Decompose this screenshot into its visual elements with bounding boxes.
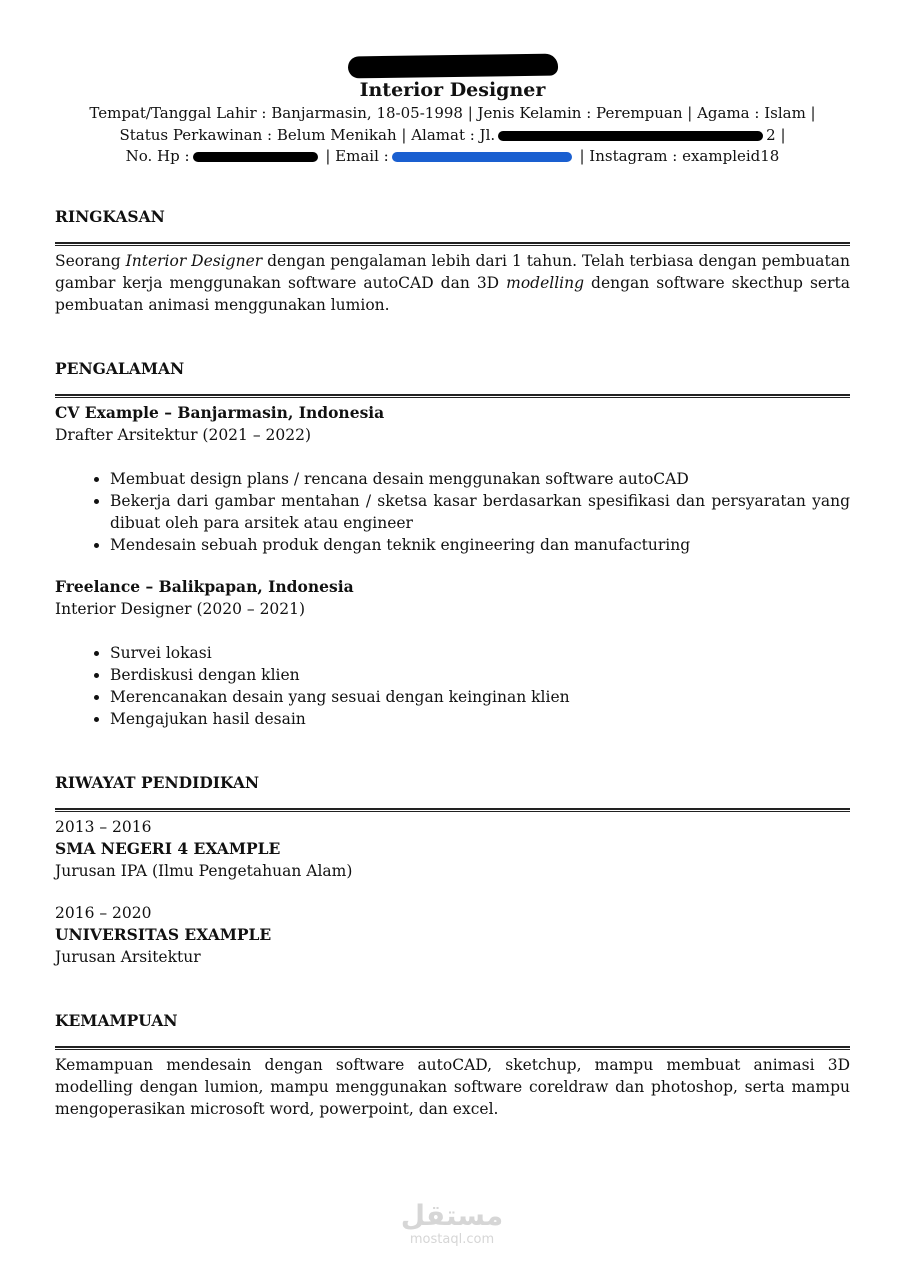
education-school: SMA NEGERI 4 EXAMPLE [55, 838, 281, 858]
job-heading: CV Example – Banjarmasin, Indonesia [55, 402, 385, 422]
list-item: • Merencanakan desain yang sesuai dengan keinginan klien [110, 686, 850, 708]
education-years: 2016 – 2020 [55, 903, 152, 922]
summary-text-emphasis: Interior Designer [125, 251, 263, 270]
watermark-latin: mostaql.com [409, 1232, 495, 1247]
summary-text [55, 250, 850, 316]
summary-text-emphasis: modelling [506, 273, 585, 292]
education-major: Jurusan Arsitektur [55, 947, 201, 966]
list-item: • Berdiskusi dengan klien [110, 664, 850, 686]
education-section [55, 772, 850, 968]
education-years: 2013 – 2016 [55, 817, 152, 836]
resume-page [55, 55, 850, 1120]
redacted-phone [193, 152, 318, 162]
job-heading: Freelance – Balikpapan, Indonesia [55, 576, 354, 596]
instagram-text: | Instagram : exampleid18 [579, 147, 780, 165]
job-entry [55, 402, 850, 556]
contact-line-3 [55, 146, 850, 168]
contact-line-2 [55, 125, 850, 147]
list-item: • Mendesain sebuah produk dengan teknik engineering dan manufacturing [110, 534, 850, 556]
section-divider [55, 1046, 850, 1050]
skills-section [55, 1010, 850, 1120]
section-divider [55, 394, 850, 398]
list-item: • Bekerja dari gambar mentahan / sketsa kasar berdasarkan spesifikasi dan persyaratan yang dibuat oleh para arsitek atau engineer [110, 490, 850, 534]
job-entry [55, 576, 850, 730]
phone-label: No. Hp : [125, 147, 190, 165]
summary-text-part: dengan pengalaman lebih dari 1 tahun. Telah terbiasa dengan pembuatan gambar kerja menggunakan software autoCAD dan 3D [55, 251, 850, 292]
job-title: Interior Designer [359, 79, 546, 101]
job-role: Interior Designer (2020 – 2021) [55, 599, 306, 618]
list-item: • Survei lokasi [110, 642, 850, 664]
email-label: | Email : [325, 147, 389, 165]
section-divider [55, 808, 850, 812]
resume-header [55, 55, 850, 168]
contact-line-2-suffix: 2 | [766, 125, 786, 144]
summary-section [55, 206, 850, 316]
job-role: Drafter Arsitektur (2021 – 2022) [55, 425, 311, 444]
redacted-name [347, 54, 557, 79]
redacted-address [498, 131, 763, 141]
skills-title: KEMAMPUAN [55, 1010, 178, 1030]
summary-text-part: dengan software skecthup serta pembuatan animasi menggunakan lumion. [55, 273, 850, 314]
experience-title: PENGALAMAN [55, 358, 185, 378]
education-school: UNIVERSITAS EXAMPLE [55, 924, 272, 944]
section-divider [55, 242, 850, 246]
education-entry [55, 816, 850, 882]
list-item: • Membuat design plans / rencana desain menggunakan software autoCAD [110, 468, 850, 490]
mostaql-watermark [378, 1200, 526, 1248]
summary-text-part: Seorang [55, 251, 126, 270]
contact-block [55, 103, 850, 168]
education-entry [55, 902, 850, 968]
contact-line-2-prefix: Status Perkawinan : Belum Menikah | Alamat : Jl. [119, 125, 496, 144]
contact-line-1: Tempat/Tanggal Lahir : Banjarmasin, 18-05-1998 | Jenis Kelamin : Perempuan | Agama : Islam | [89, 104, 816, 122]
summary-title: RINGKASAN [55, 206, 165, 226]
job-duties-list [55, 468, 850, 556]
experience-section [55, 358, 850, 730]
redacted-email-link[interactable] [392, 152, 572, 162]
education-major: Jurusan IPA (Ilmu Pengetahuan Alam) [55, 861, 353, 880]
list-item: • Mengajukan hasil desain [110, 708, 850, 730]
job-duties-list [55, 642, 850, 730]
watermark-arabic: مستقل [400, 1199, 504, 1232]
skills-text: Kemampuan mendesain dengan software autoCAD, sketchup, mampu membuat animasi 3D modelling dengan lumion, mampu menggunakan software coreldraw dan photoshop, serta mampu mengoperasikan microsoft word, powerpoint, dan excel. [55, 1055, 850, 1118]
education-title: RIWAYAT PENDIDIKAN [55, 772, 260, 792]
